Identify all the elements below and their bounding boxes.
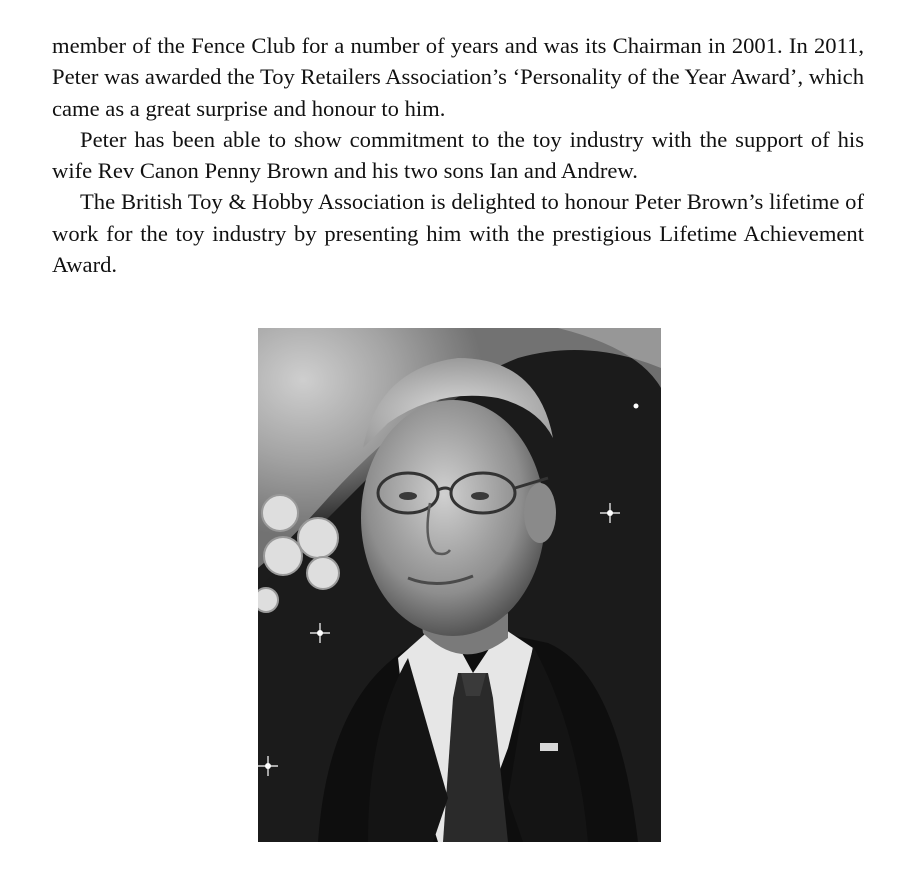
portrait-photo (258, 328, 661, 842)
document-body (52, 30, 864, 280)
paragraph-family-support: Peter has been able to show commitment to the toy industry with the support of his wife Rev Canon Penny Brown and his two sons Ian and Andrew. (52, 126, 864, 184)
paragraph-fence-club: member of the Fence Club for a number of years and was its Chairman in 2001. In 2011, Peter was awarded the Toy Retailers Association’s ‘Personality of the Year Award’, which came as a great surprise and honour to him. (52, 33, 864, 121)
paragraph-award-honour: The British Toy & Hobby Association is delighted to honour Peter Brown’s lifetime of work for the toy industry by presenting him with the prestigious Lifetime Achievement Award. (52, 189, 864, 278)
portrait-illustration (258, 328, 661, 842)
